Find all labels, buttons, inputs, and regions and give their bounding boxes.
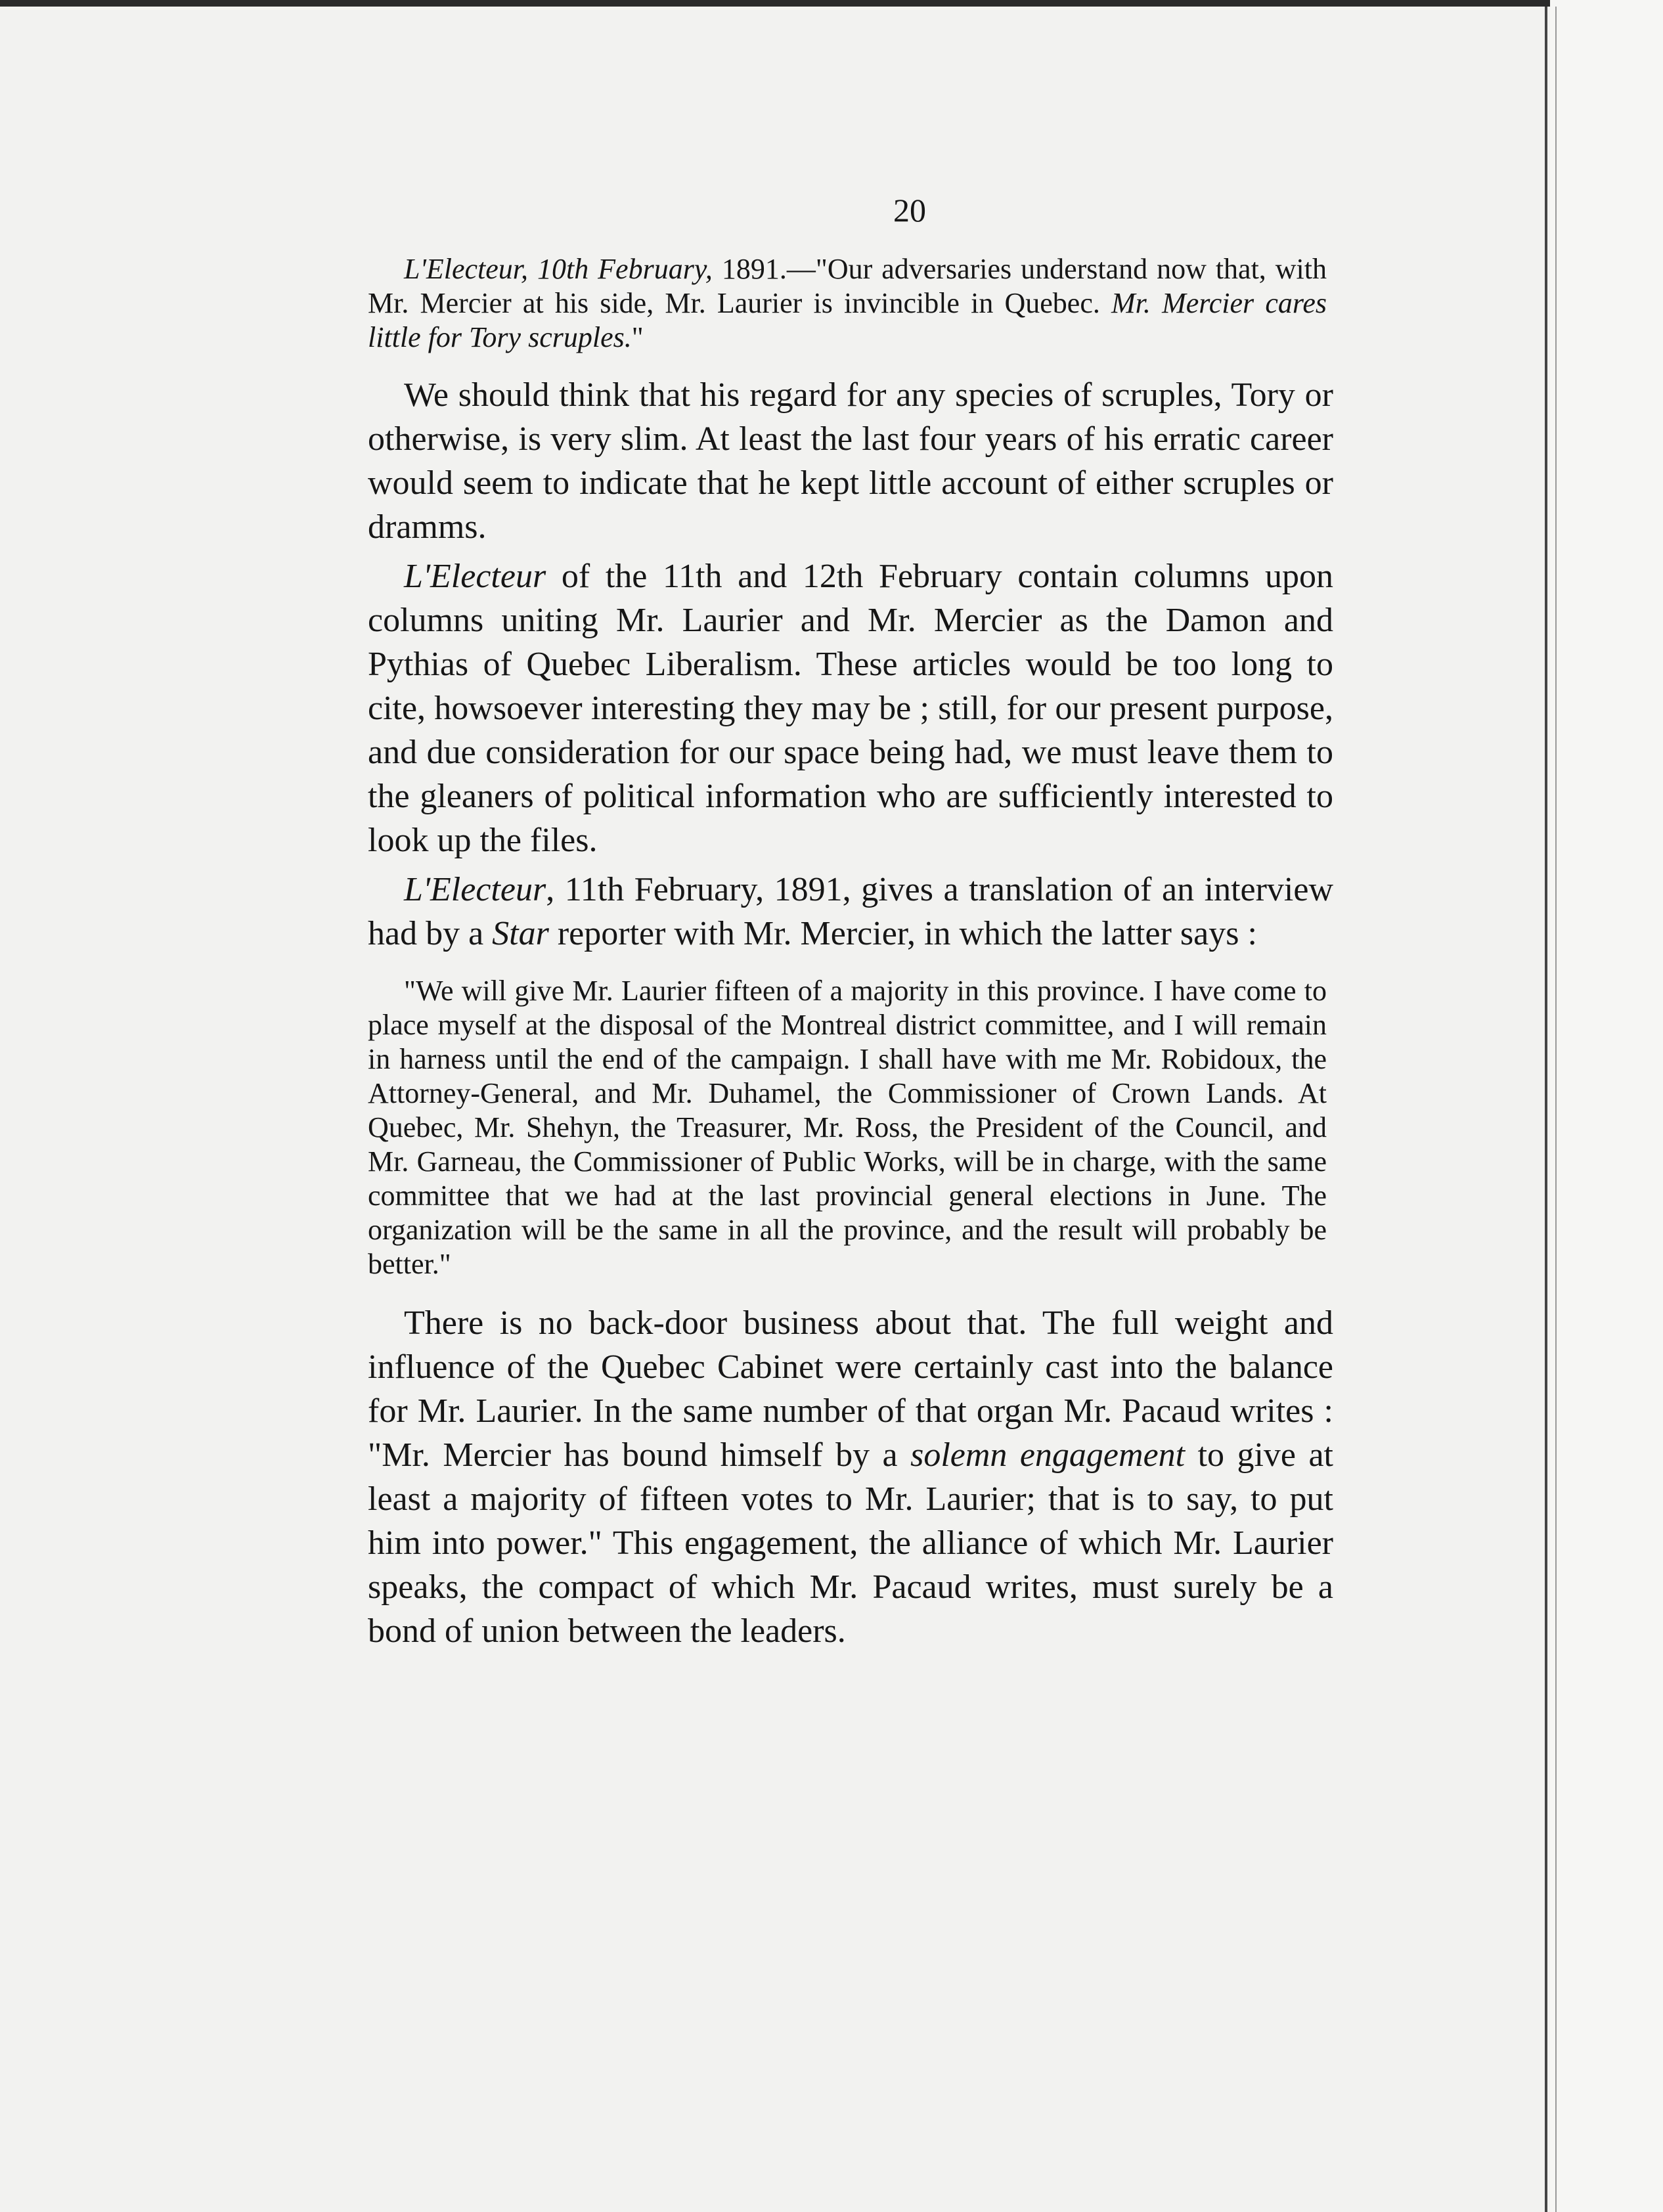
binding-shadow-line [1545, 7, 1547, 2212]
paragraph-source: L'Electeur [404, 871, 546, 908]
binding-edge-line [1555, 7, 1557, 2212]
paragraph-text-end: reporter with Mr. Mercier, in which the latter says : [548, 915, 1257, 952]
quote-date: , 10th February, [521, 253, 713, 285]
book-page [368, 190, 1333, 1653]
paragraph-damon-pythias [368, 554, 1333, 862]
quote-electeur-10-feb [368, 252, 1327, 355]
page-number: 20 [893, 192, 926, 229]
emphasis-solemn-engagement: solemn engagement [910, 1436, 1186, 1474]
quote-source: L'Electeur [404, 253, 521, 285]
newspaper-name: Star [492, 915, 549, 952]
paragraph-text-end: to give at least a majority of fifteen votes to Mr. Laurier; that is to say, to put him into power." This engagement, the alliance of which Mr. Laurier speaks, the compact of which Mr. Pacaud writes, must surely be a bond of union between the leaders. [368, 1436, 1333, 1650]
quote-italic-text: Mr. Mercier cares little for Tory scruples. [368, 287, 1327, 353]
paragraph-back-door [368, 1301, 1333, 1653]
paragraph-interview [368, 868, 1333, 956]
paragraph-text: of the 11th and 12th February contain columns upon columns uniting Mr. Laurier and Mr. Mercier as the Damon and Pythias of Quebec Liberalism. These articles would be too long to cite, howsoever interesting they may be ; still, for our present purpose, and due consideration for our space being had, we must leave them to the gleaners of political information who are sufficiently interested to look up the files. [368, 558, 1333, 859]
scan-edge-top [0, 0, 1663, 7]
quote-text: 1891.—"Our adversaries understand now that, with Mr. Mercier at his side, Mr. Laurier is invincible in Quebec. [368, 253, 1327, 319]
paragraph-text: , 11th February, 1891, gives a translation of an interview had by a [368, 871, 1333, 952]
paragraph-text: There is no back-door business about that. The full weight and influence of the Quebec Cabinet were certainly cast into the balance for Mr. Laurier. In the same number of that organ Mr. Pacaud writes : "Mr. Mercier has bound himself by a [368, 1304, 1333, 1474]
facing-page-edge [1550, 0, 1663, 2212]
paragraph-source: L'Electeur [404, 558, 546, 595]
paragraph-scruples: We should think that his regard for any species of scruples, Tory or otherwise, is very slim. At least the last four years of his erratic career would seem to indicate that he kept little account of either scruples or dramms. [368, 376, 1333, 546]
quote-mercier-interview: "We will give Mr. Laurier fifteen of a majority in this province. I have come to place myself at the disposal of the Montreal district committee, and I will remain in harness until the end of the campaign. I shall have with me Mr. Robidoux, the Attorney-General, and Mr. Duhamel, the Commissioner of Crown Lands. At Quebec, Mr. Shehyn, the Treasurer, Mr. Ross, the President of the Council, and Mr. Garneau, the Commissioner of Public Works, will be in charge, with the same committee that we had at the last provincial general elections in June. The organization will be the same in all the province, and the result will probably be better." [368, 975, 1327, 1280]
quote-close: " [631, 321, 644, 353]
